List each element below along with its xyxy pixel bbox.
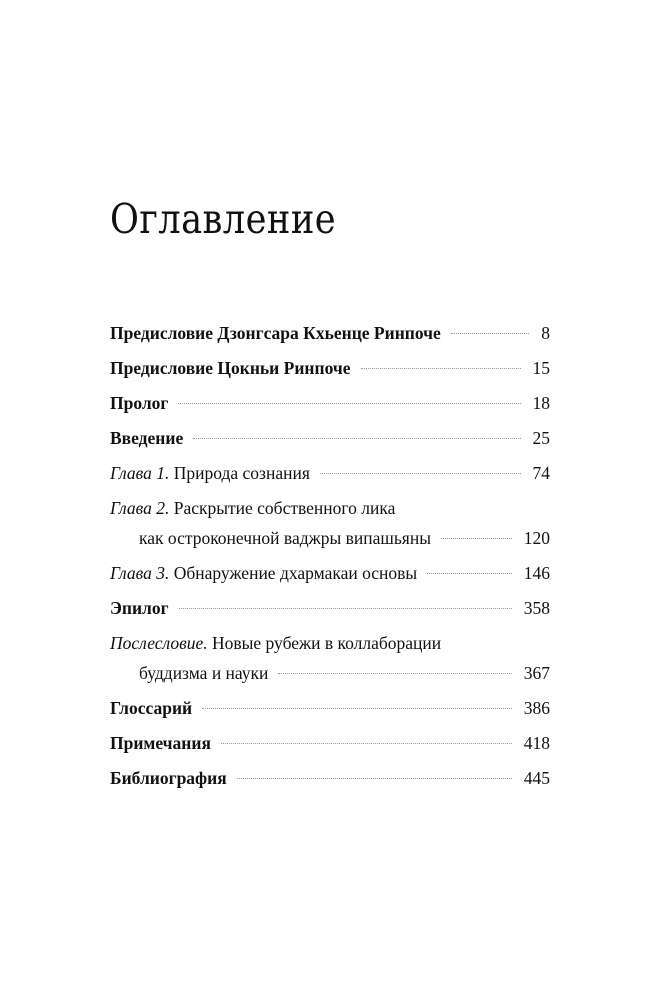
dot-leader [221,743,512,744]
dot-leader [361,368,521,369]
table-of-contents [110,318,550,794]
toc-entry-title-continued: как остроконечной ваджры випашьяны [139,528,431,548]
toc-entry-foreword-tsoknyi[interactable] [110,353,550,384]
toc-page-number: 18 [532,393,550,413]
dot-leader [179,608,512,609]
toc-page-number: 8 [541,323,550,343]
toc-entry-chapter-3[interactable] [110,558,550,589]
toc-entry-title: Эпилог [110,598,169,618]
toc-page-number: 15 [532,358,550,378]
toc-entry-title-continued: буддизма и науки [139,663,269,683]
toc-page-number: 418 [523,733,550,753]
toc-page-number: 74 [532,463,550,483]
toc-entry-epilogue[interactable] [110,593,550,624]
toc-entry-title: Библиография [110,768,227,788]
dot-leader [178,403,520,404]
dot-leader [451,333,529,334]
toc-entry-title: Новые рубежи в коллаборации [211,633,442,653]
toc-entry-title: Природа сознания [173,463,310,483]
toc-entry-foreword-dzongsar[interactable] [110,318,550,349]
toc-entry-afterword[interactable] [110,628,550,689]
toc-page-number: 358 [523,598,550,618]
toc-entry-title: Обнаружение дхармакаи основы [173,563,418,583]
chapter-label: Глава 1. [110,463,170,483]
dot-leader [237,778,512,779]
toc-entry-title: Глоссарий [110,698,193,718]
dot-leader [193,438,520,439]
page-title: Оглавление [110,195,337,243]
toc-entry-prologue[interactable] [110,388,550,419]
toc-entry-title: Предисловие Цокньи Ринпоче [110,358,351,378]
toc-entry-title: Раскрытие собственного лика [173,498,396,518]
toc-entry-notes[interactable] [110,728,550,759]
toc-entry-title: Введение [110,428,184,448]
toc-page-number: 386 [523,698,550,718]
chapter-label: Глава 3. [110,563,170,583]
toc-page-number: 120 [523,528,550,548]
chapter-label: Послесловие. [110,633,208,653]
toc-entry-title: Предисловие Дзонгсара Кхьенце Ринпоче [110,323,441,343]
toc-entry-title: Примечания [110,733,211,753]
toc-entry-bibliography[interactable] [110,763,550,794]
toc-entry-introduction[interactable] [110,423,550,454]
toc-entry-glossary[interactable] [110,693,550,724]
dot-leader [441,538,512,539]
dot-leader [202,708,512,709]
toc-entry-title: Пролог [110,393,169,413]
chapter-label: Глава 2. [110,498,170,518]
toc-page-number: 367 [523,663,550,683]
toc-page-number: 25 [532,428,550,448]
toc-entry-chapter-2[interactable] [110,493,550,554]
toc-entry-chapter-1[interactable] [110,458,550,489]
dot-leader [278,673,511,674]
dot-leader [320,473,521,474]
toc-page-number: 146 [523,563,550,583]
toc-page-number: 445 [523,768,550,788]
dot-leader [427,573,512,574]
